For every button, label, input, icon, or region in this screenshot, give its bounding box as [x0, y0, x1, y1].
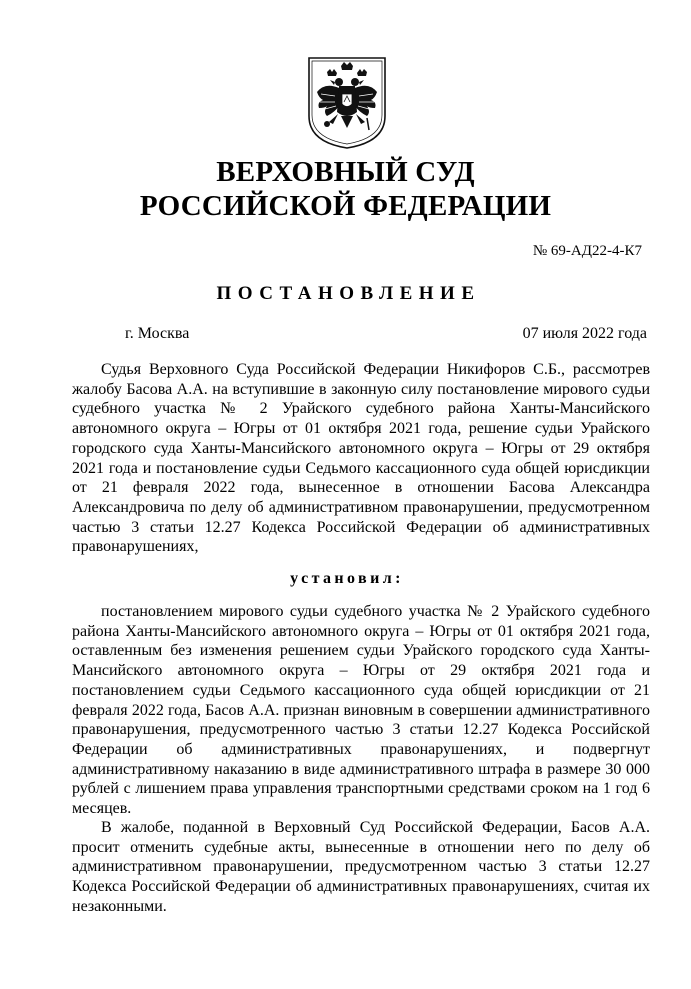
intro-paragraph: Судья Верховного Суда Российской Федерации Никифоров С.Б., рассмотрев жалобу Басова А.А. на вступившие в законную силу постановление мирового судьи судебного участка № 2 Урайского судебного района Ханты-Мансийского автономного округа – Югры от 01 октября 2021 года, решение судьи Урайского городского суда Ханты-Мансийского автономного округа – Югры от 29 октября 2021 года и постановление судьи Седьмого кассационного суда общей юрисдикции от 21 февраля 2022 года, вынесенное в отношении Басова Александра Александровича по делу об административном правонарушении, предусмотренном частью 3 статьи 12.27 Кодекса Российской Федерации об административных правонарушениях, [72, 361, 650, 556]
case-number: № 69-АД22-4-К7 [532, 243, 642, 259]
issue-date: 07 июля 2022 года [522, 325, 647, 342]
document-type-heading: ПОСТАНОВЛЕНИЕ [216, 283, 481, 304]
established-heading: установил: [290, 570, 404, 587]
complaint-paragraph: В жалобе, поданной в Верховный Суд Российской Федерации, Басов А.А. просит отменить судебные акты, вынесенные в отношении него по делу об административном правонарушении, предусмотренном частью 3 статьи 12.27 Кодекса Российской Федерации об административных правонарушениях, считая их незаконными. [72, 819, 650, 915]
place-of-issue: г. Москва [125, 325, 190, 342]
ruling-paragraph: постановлением мирового судьи судебного участка № 2 Урайского судебного района Ханты-Мансийского автономного округа – Югры от 01 октября 2021 года, оставленным без изменения решением судьи Урайского городского суда Ханты-Мансийского автономного округа – Югры от 29 октября 2021 года и постановлением судьи Седьмого кассационного суда общей юрисдикции от 21 февраля 2022 года, Басов А.А. признан виновным в совершении административного правонарушения, предусмотренного частью 3 статьи 12.27 Кодекса Российской Федерации об административных правонарушениях, и подвергнут административному наказанию в виде административного штрафа в размере 30 000 рублей с лишением права управления транспортными средствами сроком на 1 год 6 месяцев. [72, 603, 650, 818]
court-name-line-2: РОССИЙСКОЙ ФЕДЕРАЦИИ [139, 190, 552, 222]
court-name-line-1: ВЕРХОВНЫЙ СУД [216, 156, 475, 188]
coat-of-arms-icon [305, 52, 389, 150]
